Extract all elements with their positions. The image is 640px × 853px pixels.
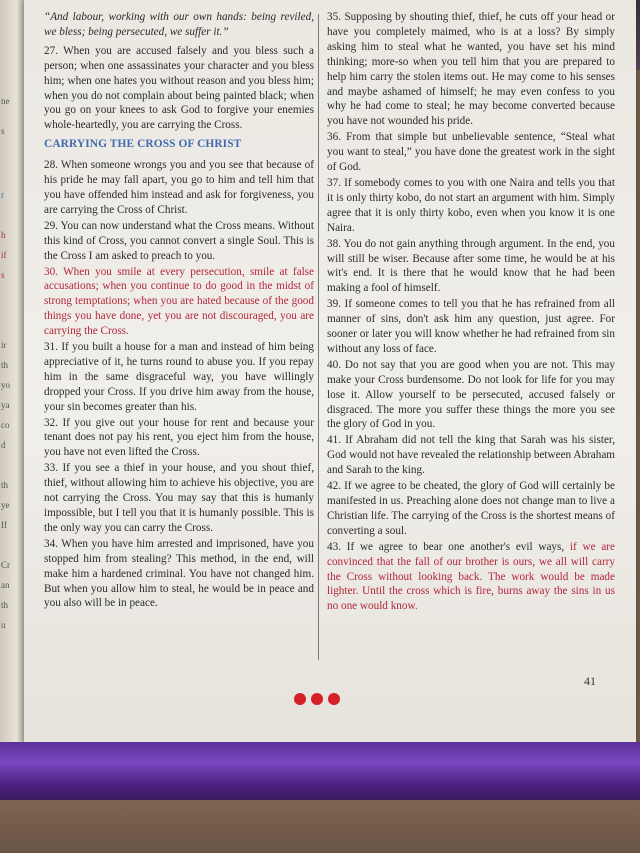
paragraph-28: 28. When someone wrongs you and you see that because of his pride he may fall apart, you go to him and tell him that you have offended him instead and ask for forgiveness, you are carrying the Cross of Christ. [44, 159, 314, 216]
paragraph-43 [327, 540, 615, 615]
paragraph-43-start: 43. If we agree to bear one another's evil ways, [327, 540, 570, 553]
paragraph-42: 42. If we agree to be cheated, the glory of God will certainly be manifested in us. Preaching alone does not change man to live a Christian life. The carrying of the Cross is the shortest means of converting a soul. [327, 480, 615, 537]
section-heading: CARRYING THE CROSS OF CHRIST [44, 138, 242, 151]
red-dot-icon [294, 693, 306, 705]
purple-cloth [0, 742, 640, 800]
paragraph-27: 27. When you are accused falsely and you bless such a person; when one assassinates your character and you bless him; when one hates you without reason and you bless him; when you do not complain about being painted black; when you go on your knees to ask God to forgive your enemies whole-heartedly, you are carrying the Cross. [44, 44, 314, 132]
decorative-dots [294, 693, 340, 705]
page-number: 41 [584, 674, 596, 688]
left-column [44, 10, 314, 612]
paragraph-43-highlight: if we are convinced that the fall of our brother is ours, we all will carry the Cross without looking back. The work would be made lighter. Until the cross which is fire, burns away the sins in us no one would know. [327, 540, 615, 613]
paragraph-35: 35. Supposing by shouting thief, thief, he cuts off your head or have you completely maimed, who is at a loss? By simply asking him to steal what he wanted, you have set his mind thinking; more-so when you tell him that you are prepared to help him carry the stolen items out. He may come to his senses and maybe ashamed of himself; he may even confess to you why he had come to steal; he may become converted because you have not wounded his pride. [327, 11, 615, 128]
paragraph-29: 29. You can now understand what the Cross means. Without this kind of Cross, you cannot convert a single Soul. This is the Cross I am asked to preach to you. [44, 219, 314, 262]
paragraph-33: 33. If you see a thief in your house, and you shout thief, thief, without allowing him to achieve his objective, you are not carrying the Cross. You may say that this is humanly impossible, but I tell you that it is humanly possible. This is the only way you can carry the Cross. [44, 462, 314, 534]
table-surface [0, 800, 640, 853]
scripture-quote: “And labour, working with our own hands: being reviled, we bless; being persecuted, we suffer it.” [44, 11, 314, 38]
paragraph-30: 30. When you smile at every persecution, smile at false accusations; when you continue to do good in the midst of strong temptations; when you are hated because of the good things you have done, yet you are not discouraged, you are carrying the Cross. [44, 265, 314, 338]
paragraph-38: 38. You do not gain anything through argument. In the end, you will still be wiser. Because after some time, he would be at his wit's end. It is there that he would know that he had been making a fool of himself. [327, 237, 615, 295]
paragraph-40: 40. Do not say that you are good when you are not. This may make your Cross burdensome. Do not look for life for you may lose it. Allow yourself to be persecuted, accused falsely or disgraced. The more you suffer these things the more you see the glory of God in you. [327, 358, 615, 431]
paragraph-34: 34. When you have him arrested and imprisoned, have you stopped him from stealing? This method, in the end, will make him a hardened criminal. You have not changed him. But when you allow him to steal, he would be in peace and you also will be in peace. [44, 537, 314, 610]
paragraph-41: 41. If Abraham did not tell the king that Sarah was his sister, God would not have revealed the relationship between Abraham and Sarah to the king. [327, 434, 615, 477]
paragraph-32: 32. If you give out your house for rent and because your tenant does not pay his rent, you eject him from the house, you have not even lifted the Cross. [44, 416, 314, 459]
red-dot-icon [328, 693, 340, 705]
paragraph-36: 36. From that simple but unbelievable sentence, “Steal what you want to steal,” you have done the greatest work in the sight of God. [327, 131, 615, 174]
adjacent-page-edge: ne s r h if s ir th yo ya co d th ye If Cr an th u [0, 0, 24, 760]
column-divider [318, 14, 319, 660]
paragraph-31: 31. If you built a house for a man and instead of him being appreciative of it, he turns round to abuse you. If you repay him in the same disgraceful way, you have willingly dropped your Cross. If you drive him away from the house, your sin becomes greater than his. [44, 341, 314, 413]
paragraph-39: 39. If someone comes to tell you that he has refrained from all manner of sins, don't ask him any question, just agree. For sooner or later you will know whether he had refrained from sin without any loss of face. [327, 298, 615, 355]
red-dot-icon [311, 693, 323, 705]
paragraph-37: 37. If somebody comes to you with one Naira and tells you that it is only thirty kobo, do not start an argument with him. Simply agree that it is only thirty kobo, even when you know it is one Naira. [327, 176, 615, 234]
right-column [327, 10, 615, 615]
book-page [24, 0, 636, 742]
